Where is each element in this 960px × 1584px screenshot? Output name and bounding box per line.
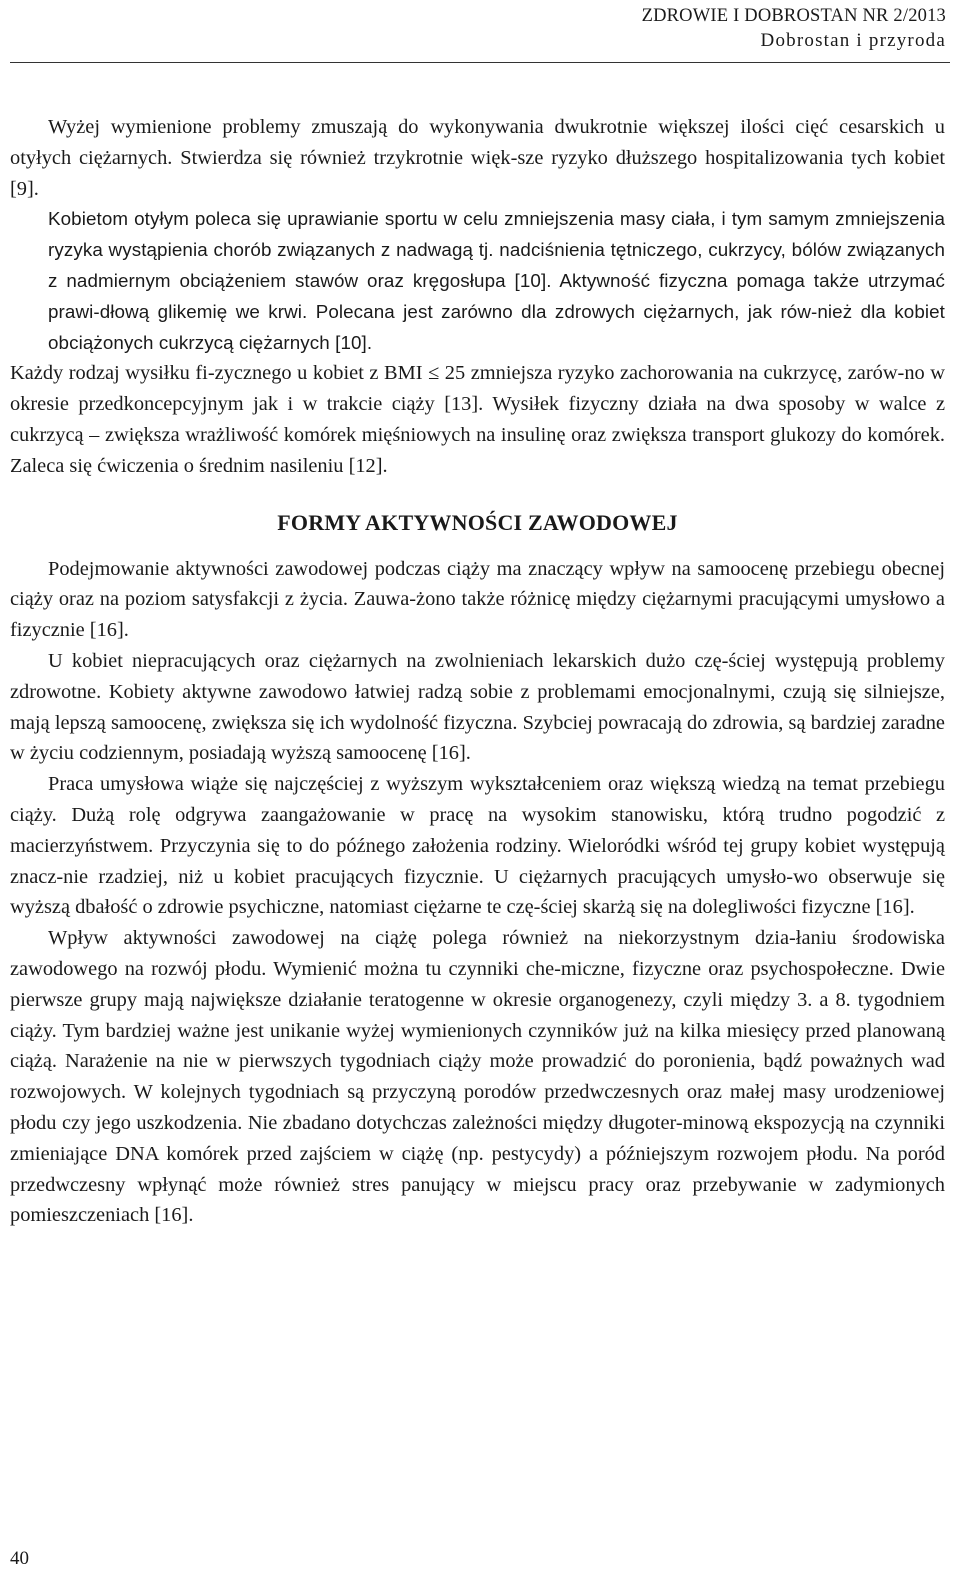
article-body	[10, 112, 945, 1231]
header-rule	[10, 62, 950, 63]
paragraph-work-activity: Podejmowanie aktywności zawodowej podczas ciąży ma znaczący wpływ na samoocenę przebiegu obecnej ciąży oraz na poziom satysfakcji z życia. Zauwa-żono także różnicę między ciężarnymi pracującymi umysłowo a fizycznie [16].	[10, 557, 945, 642]
paragraph-sport-obesity: Kobietom otyłym poleca się uprawianie sportu w celu zmniejszenia masy ciała, i tym samym zmniejszenia ryzyka wystąpienia chorób związanych z nadwagą tj. nadciśnienia tętniczego, cukrzycy, bólów związanych z nadmiernym obciążeniem stawów oraz kręgosłupa [10]. Aktywność fizyczna pomaga także utrzymać prawi-dłową glikemię we krwi. Polecana jest zarówno dla zdrowych ciężarnych, jak rów-nież dla kobiet obciążonych cukrzycą ciężarnych [10].	[48, 208, 945, 353]
paragraph-unemployed: U kobiet niepracujących oraz ciężarnych na zwolnieniach lekarskich dużo czę-ściej występują problemy zdrowotne. Kobiety aktywne zawodowo łatwiej radzą sobie z problemami emocjonalnymi, czują się silniejsze, mają lepszą samoocenę, zwiększa się ich wydolność fizyczna. Szybciej powracają do zdrowia, są bardziej zaradne w życiu codziennym, posiadają wyższą samoocenę [16].	[10, 649, 945, 765]
paragraph-bmi-exercise: Każdy rodzaj wysiłku fi-zycznego u kobiet z BMI ≤ 25 zmniejsza ryzyko zachorowania na cukrzycę, zarów-no w okresie przedkoncepcyjnym jak i w trakcie ciąży [13]. Wysiłek fizyczny działa na dwa sposoby w walce z cukrzycą – zwiększa wrażliwość komórek mięśniowych na insulinę oraz zwiększa transport glukozy do komórek. Zaleca się ćwiczenia o średnim nasileniu [12].	[10, 362, 945, 477]
running-header	[642, 4, 946, 53]
section-title: Dobrostan i przyroda	[760, 30, 946, 51]
journal-title: ZDROWIE I DOBROSTAN NR 2/2013	[641, 6, 946, 26]
paragraph-mental-work: Praca umysłowa wiąże się najczęściej z wyższym wykształceniem oraz większą wiedzą na temat przebiegu ciąży. Dużą rolę odgrywa zaangażowanie w pracę na wysokim stanowisku, którą trudno pogodzić z macierzyństwem. Przyczynia się to do późnego założenia rodziny. Wieloródki wśród tej grupy kobiet występują znacz-nie rzadziej, niż u kobiet pracujących fizycznie. U ciężarnych pracujących umysło-wo obserwuje się wyższą dbałość o zdrowie psychiczne, natomiast ciężarne te czę-ściej skarżą się na dolegliwości fizyczne [16].	[10, 773, 945, 919]
page-number: 40	[10, 1548, 29, 1569]
section-heading: FORMY AKTYWNOŚCI ZAWODOWEJ	[277, 509, 678, 535]
paragraph-work-environment: Wpływ aktywności zawodowej na ciążę polega również na niekorzystnym dzia-łaniu środowiska zawodowego na rozwój płodu. Wymienić można tu czynniki che-miczne, fizyczne oraz psychospołeczne. Dwie pierwsze grupy mają największe działanie teratogenne w okresie organogenezy, czyli między 3. a 8. tygodniem ciąży. Tym bardziej ważne jest unikanie wyżej wymienionych czynników już na kilka miesięcy przed planowaną ciążą. Narażenie na nie w pierwszych tygodniach ciąży może prowadzić do poronienia, bądź poważnych wad rozwojowych. W kolejnych tygodniach są przyczyną porodów przedwczesnych oraz małej masy urodzeniowej płodu czy jego uszkodzenia. Nie zbadano dotychczas zależności między długoter-minową ekspozycją na czynniki zmieniające DNA komórek przed zajściem w ciążę (np. pestycydy) a późniejszym rozwojem płodu. Na poród przedwczesny wpłynąć może również stres panujący w miejscu pracy oraz przebywanie w zadymionych pomieszczeniach [16].	[10, 927, 945, 1227]
paragraph-intro: Wyżej wymienione problemy zmuszają do wykonywania dwukrotnie większej ilości cięć cesarskich u otyłych ciężarnych. Stwierdza się również trzykrotnie więk-sze ryzyko dłuższego hospitalizowania tych kobiet [9].	[10, 116, 945, 200]
